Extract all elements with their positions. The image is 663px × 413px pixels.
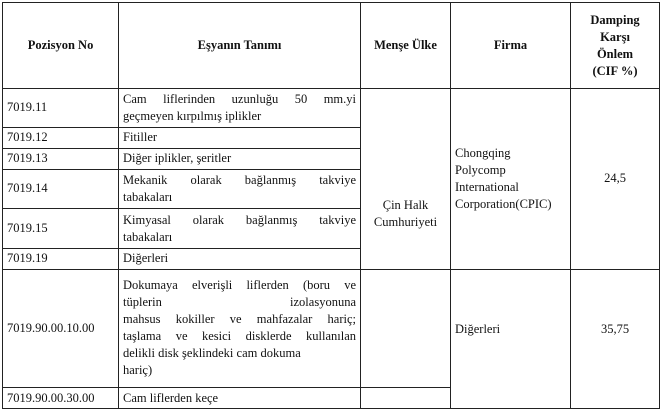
tanim-line: Diğer iplikler, şeritler (123, 151, 232, 166)
pozisyon-cell: 7019.90.00.30.00 (3, 388, 119, 409)
pozisyon-cell: 7019.11 (3, 89, 119, 128)
tanim-cell (119, 127, 361, 148)
header-damping-line: Karşı (600, 29, 630, 44)
header-pozisyon: Pozisyon No (3, 3, 119, 89)
pozisyon-cell: 7019.12 (3, 127, 119, 148)
firma-cell-digerleri (451, 269, 571, 408)
damping-rate-cpic: 24,5 (571, 89, 660, 270)
tanim-line: geçmeyen kırpılmış iplikler (123, 108, 262, 123)
pozisyon-cell: 7019.15 (3, 209, 119, 249)
damping-rate-digerleri (571, 269, 660, 408)
table-row (3, 89, 660, 128)
mense-line: Çin Halk (382, 197, 429, 212)
tanim-line: mahsus kokiller ve mahfazalar hariç; (123, 312, 356, 327)
firma-line: Diğerleri (455, 321, 501, 336)
tanim-line: Cam liflerden keçe (123, 390, 219, 405)
mense-cell-continued (361, 388, 451, 409)
tanim-line: Diğerleri (123, 251, 169, 266)
firma-line: Chongqing (455, 145, 511, 160)
header-damping-line: Damping (590, 12, 640, 27)
tanim-line: tabakaları (123, 229, 173, 244)
tanim-cell (119, 209, 361, 249)
tanim-line: Kimyasal olarak bağlanmış takviye (123, 212, 356, 227)
tanim-cell (119, 89, 361, 128)
pozisyon-cell: 7019.19 (3, 248, 119, 269)
header-damping (571, 3, 660, 89)
header-mense: Menşe Ülke (361, 3, 451, 89)
tanim-line: tüplerin izolasyonuna (123, 295, 356, 310)
pozisyon-cell: 7019.90.00.10.00 (3, 269, 119, 387)
tanim-cell (119, 248, 361, 269)
tanim-line: delikli disk şeklindeki cam dokuma (123, 346, 301, 361)
mense-cell (361, 89, 451, 270)
header-damping-line: Önlem (596, 46, 634, 61)
tanim-line: taşlama ve kesici disklerde kullanılan (123, 329, 356, 344)
tanim-line: Cam liflerinden uzunluğu 50 mm.yi (123, 91, 356, 106)
damping-rate-value: 35,75 (600, 321, 630, 336)
mense-cell-continued (361, 269, 451, 387)
header-damping-line: (CIF %) (592, 63, 638, 78)
tanim-cell (119, 269, 361, 387)
tanim-line: Mekanik olarak bağlanmış takviye (123, 172, 356, 187)
mense-line: Cumhuriyeti (373, 214, 438, 229)
table-row (3, 269, 660, 387)
tanim-cell (119, 148, 361, 169)
firma-line: Polycomp (455, 162, 506, 177)
pozisyon-cell: 7019.13 (3, 148, 119, 169)
tanim-line: Dokumaya elverişli liflerden (boru ve (123, 278, 356, 293)
pozisyon-cell: 7019.14 (3, 169, 119, 209)
tanim-line: tabakaları (123, 189, 173, 204)
tanim-cell (119, 169, 361, 209)
tariff-table (2, 2, 660, 409)
header-firma: Firma (451, 3, 571, 89)
header-tanim: Eşyanın Tanımı (119, 3, 361, 89)
tanim-cell (119, 388, 361, 409)
tanim-line: hariç) (123, 363, 153, 378)
firma-cell-cpic (451, 89, 571, 270)
firma-line: Corporation(CPIC) (455, 196, 552, 211)
header-row (3, 3, 660, 89)
firma-line: International (455, 179, 519, 194)
tanim-line: Fitiller (123, 130, 158, 145)
